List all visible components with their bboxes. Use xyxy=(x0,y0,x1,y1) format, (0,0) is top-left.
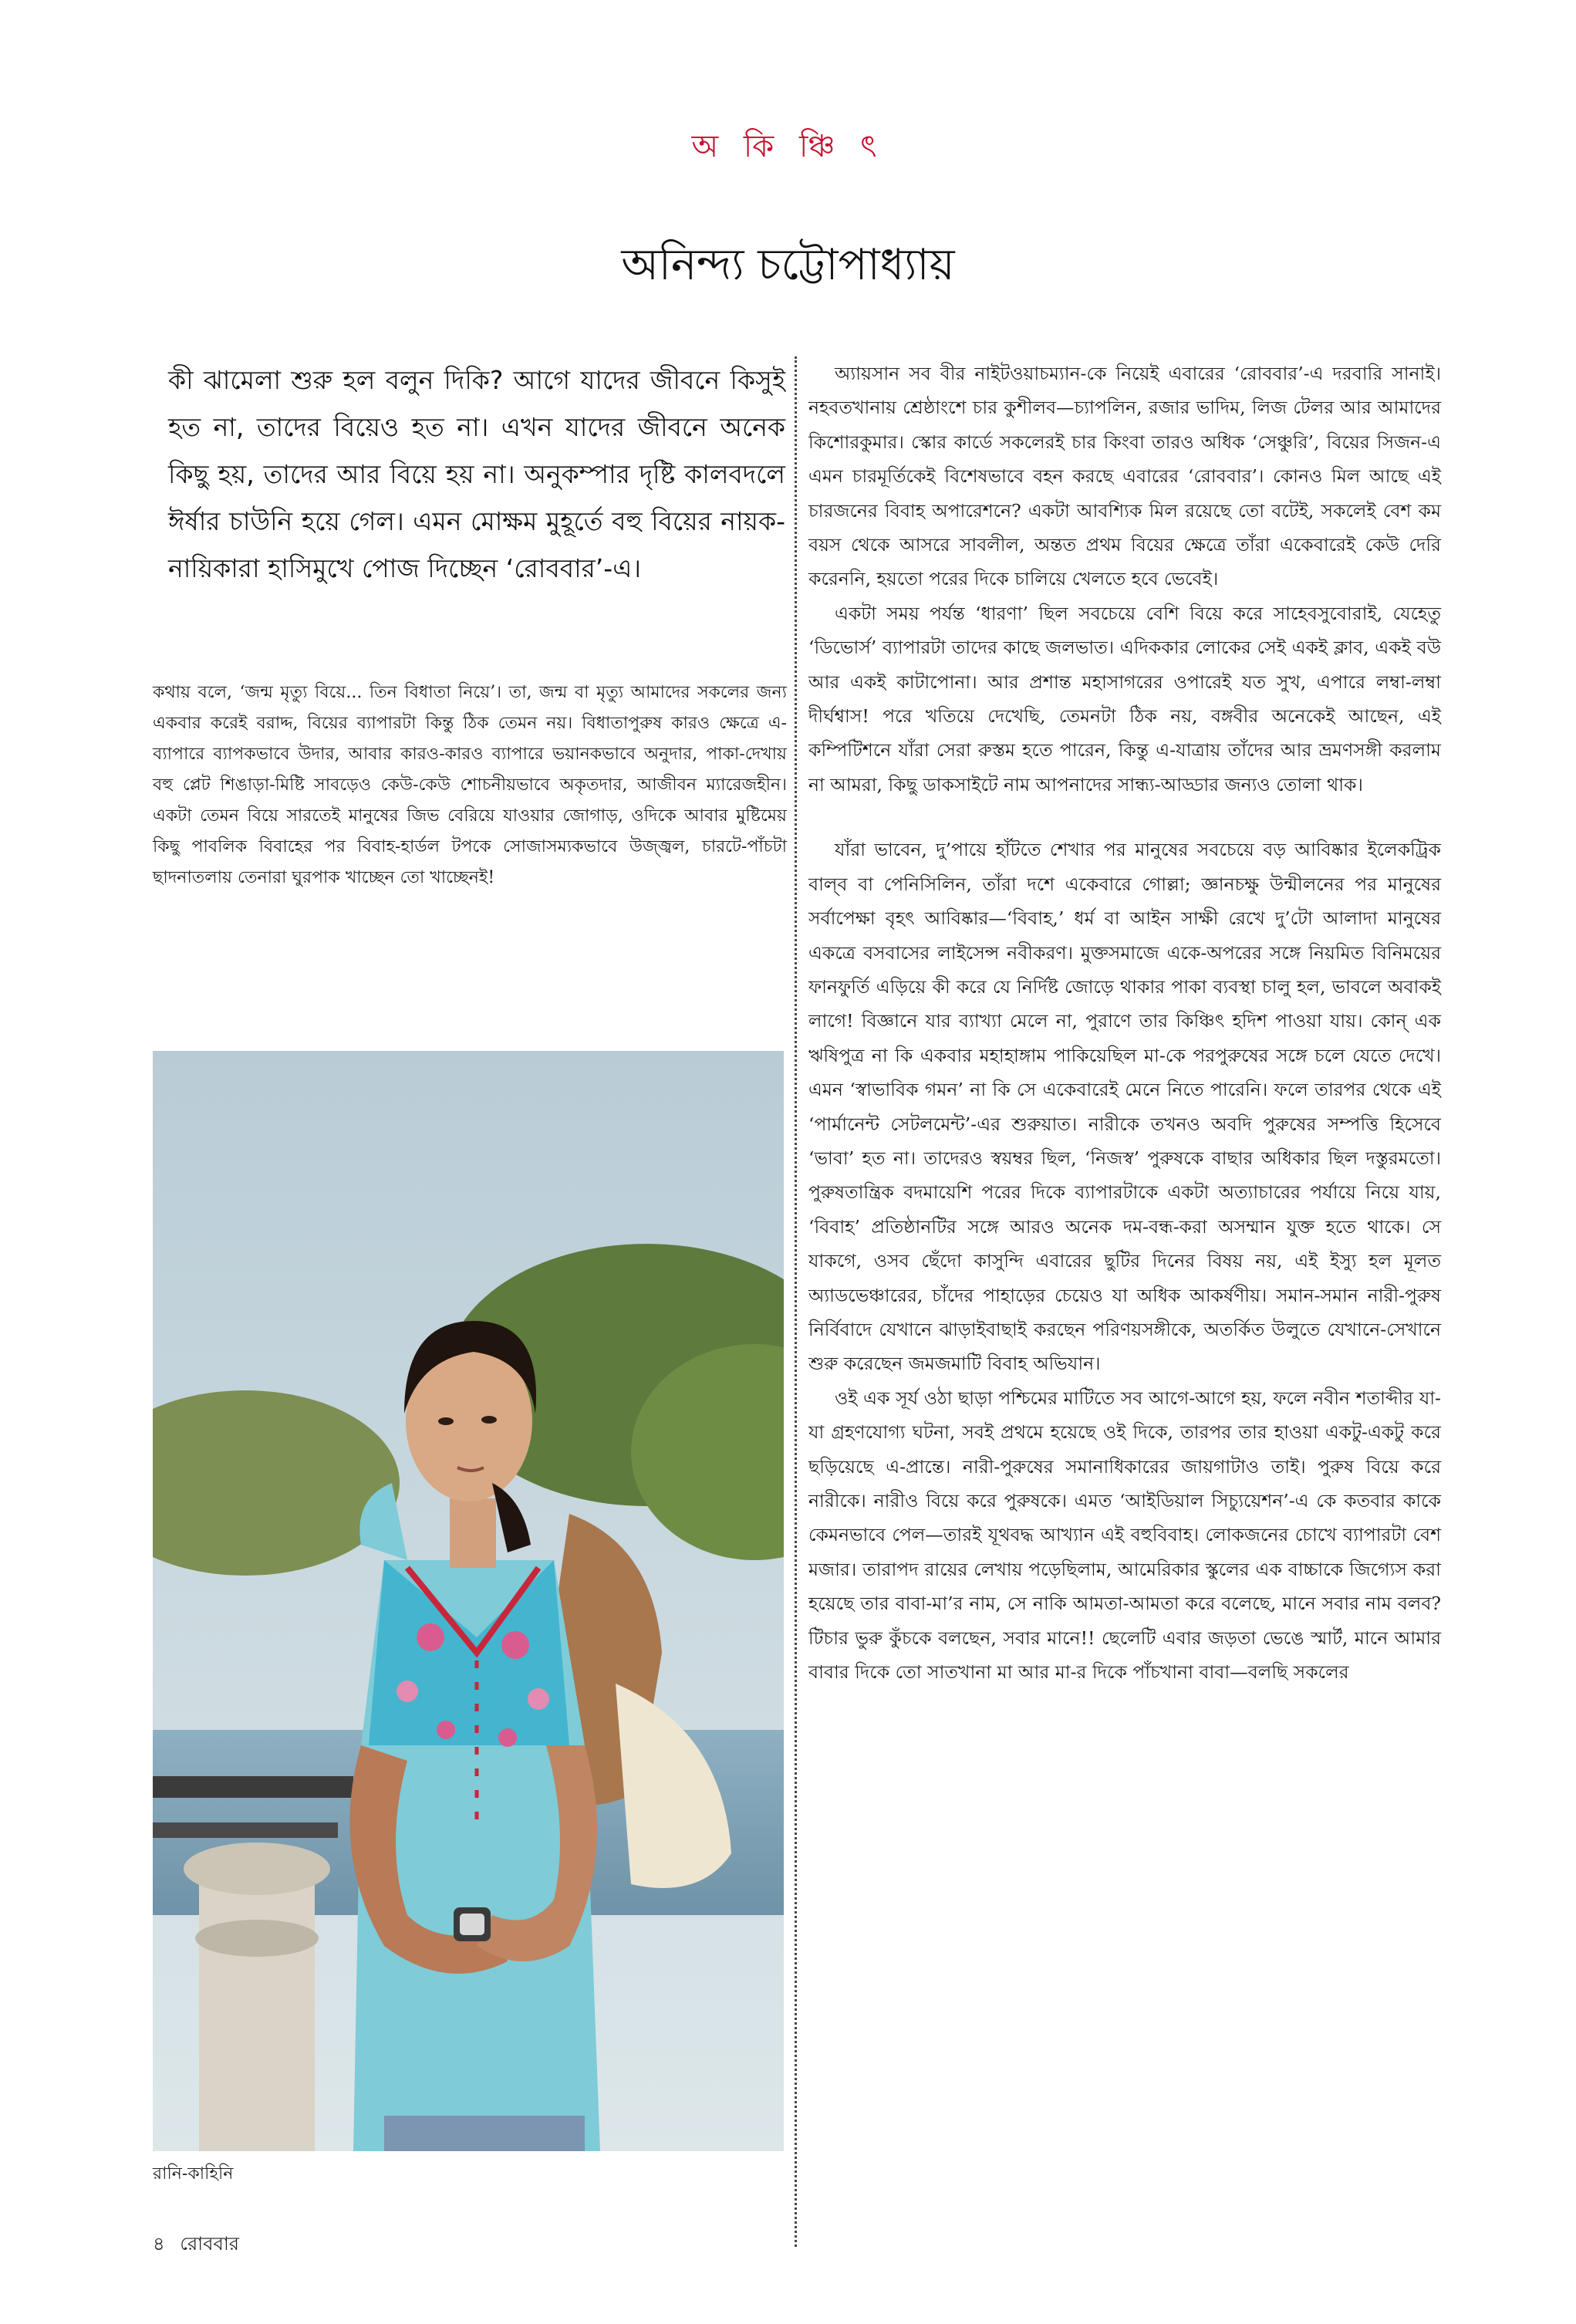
article-photo xyxy=(153,1051,784,2151)
body-paragraph: একটা সময় পর্যন্ত ‘ধারণা’ ছিল সবচেয়ে বেশি বিয়ে করে সাহেবসুবোরাই, যেহেতু ‘ডিভোর্স’ ব্যাপারটা তাদের কাছে জলভাত। এদিককার লোকের সেই একই ক্লাব, একই বউ আর একই কাটাপোনা। আর প্রশান্ত মহাসাগরের ওপারেই যত সুখ, এপারে লম্বা-লম্বা দীর্ঘশ্বাস! পরে খতিয়ে দেখেছি, তেমনটা ঠিক নয়, বঙ্গবীর অনেকেই আছেন, এই কম্পিটিশনে যাঁরা সেরা রুস্তম হতে পারেন, কিন্তু এ-যাত্রায় তাঁদের আর ভ্রমণসঙ্গী করলাম না আমরা, কিছু ডাকসাইটে নাম আপনাদের সান্ধ্য-আড্ডার জন্যও তোলা থাক। xyxy=(808,602,1441,795)
body-paragraph: যাঁরা ভাবেন, দু’পায়ে হাঁটতে শেখার পর মানুষের সবচেয়ে বড় আবিষ্কার ইলেকট্রিক বাল্‌ব বা পেনিসিলিন, তাঁরা দশে একেবারে গোল্লা; জ্ঞানচক্ষু উন্মীলনের পর মানুষের সর্বাপেক্ষা বৃহৎ আবিষ্কার—‘বিবাহ,’ ধর্ম বা আইন সাক্ষী রেখে দু’টো আলাদা মানুষের একত্রে বসবাসের লাইসেন্স নবীকরণ। মুক্তসমাজে একে-অপরের সঙ্গে নিয়মিত বিনিময়ের ফানফুর্তি এড়িয়ে কী করে যে নির্দিষ্ট জোড়ে থাকার পাকা ব্যবস্থা চালু হল, ভাবলে অবাকই লাগে! বিজ্ঞানে যার ব্যাখ্যা মেলে না, পুরাণে তার কিঞ্চিৎ হদিশ পাওয়া যায়। কোন্‌ এক ঋষিপুত্র না কি একবার মহাহাঙ্গাম পাকিয়েছিল মা-কে পরপুরুষের সঙ্গে চলে যেতে দেখে। এমন ‘স্বাভাবিক গমন’ না কি সে একেবারেই মেনে নিতে পারেনি। ফলে তারপর থেকে এই ‘পার্মানেন্ট সেটলমেন্ট’-এর শুরুয়াত। নারীকে তখনও অবদি পুরুষের সম্পত্তি হিসেবে ‘ভাবা’ হত না। তাদেরও স্বয়ম্বর ছিল, ‘নিজস্ব’ পুরুষকে বাছার অধিকার ছিল দস্তুরমতো। পুরুষতান্ত্রিক বদমায়েশি পরের দিকে ব্যাপারটাকে একটা অত্যাচারের পর্যায়ে নিয়ে যায়, ‘বিবাহ’ প্রতিষ্ঠানটির সঙ্গে আরও অনেক দম-বন্ধ-করা অসম্মান যুক্ত হতে থাকে। সে যাকগে, ওসব ছেঁদো কাসুন্দি এবারের ছুটির দিনের বিষয় নয়, এই ইস্যু হল মূলত অ্যাডভেঞ্চারের, চাঁদের পাহাড়ের চেয়েও যা অধিক আকর্ষণীয়। সমান-সমান নারী-পুরুষ নির্বিবাদে যেখানে ঝাড়াইবাছাই করছেন পরিণয়সঙ্গীকে, অতর্কিত উলুতে যেখানে-সেখানে শুরু করেছেন জমজমাটি বিবাহ অভিযান। xyxy=(808,839,1441,1375)
article-body xyxy=(808,356,1441,1689)
author-name: অনিন্দ্য চট্টোপাধ্যায় xyxy=(621,240,955,290)
page-footer xyxy=(153,2230,248,2261)
photo-illustration xyxy=(153,1051,784,2151)
intro-paragraph: কী ঝামেলা শুরু হল বলুন দিকি? আগে যাদের জীবনে কিসুই হত না, তাদের বিয়েও হত না। এখন যাদের জীবনে অনেক কিছু হয়, তাদের আর বিয়ে হয় না। অনুকম্পার দৃষ্টি কালবদলে ঈর্ষার চাউনি হয়ে গেল। এমন মোক্ষম মুহূর্তে বহু বিয়ের নায়ক-নায়িকারা হাসিমুখে পোজ দিচ্ছেন ‘রোববার’-এ। xyxy=(168,365,785,583)
section-tag: অ কি ঞ্চি ৎ xyxy=(691,129,885,164)
body-paragraph: অ্যায়সান সব বীর নাইটওয়াচম্যান-কে নিয়েই এবারের ‘রোববার’-এ দরবারি সানাই। নহবতখানায় শ্রেষ্ঠাংশে চার কুশীলব—চ্যাপলিন, রজার ভাদিম, লিজ টেলর আর আমাদের কিশোরকুমার। স্কোর কার্ডে সকলেরই চার কিংবা তারও অধিক ‘সেঞ্চুরি’, বিয়ের সিজন-এ এমন চারমূর্তিকেই বিশেষভাবে বহন করছে এবারের ‘রোববার’। কোনও মিল আছে এই চারজনের বিবাহ অপারেশনে? একটা আবশ্যিক মিল রয়েছে তো বটেই, সকলেই বেশ কম বয়স থেকে আসরে সাবলীল, অন্তত প্রথম বিয়ের ক্ষেত্রে তাঁরা একেবারেই কেউ দেরি করেননি, হয়তো পরের দিকে চালিয়ে খেলতে হবে ভেবেই। xyxy=(808,363,1441,590)
photo-caption: রানি-কাহিনি xyxy=(153,2164,234,2184)
lead-paragraph: কথায় বলে, ‘জন্ম মৃত্যু বিয়ে... তিন বিধাতা নিয়ে’। তা, জন্ম বা মৃত্যু আমাদের সকলের জন্য একবার করেই বরাদ্দ, বিয়ের ব্যাপারটা কিন্তু ঠিক তেমন নয়। বিধাতাপুরুষ কারও ক্ষেত্রে এ-ব্যাপারে ব্যাপকভাবে উদার, আবার কারও-কারও ব্যাপারে ভয়ানকভাবে অনুদার, পাকা-দেখায় বহু প্লেট শিঙাড়া-মিষ্টি সাবড়েও কেউ-কেউ শোচনীয়ভাবে অকৃতদার, আজীবন ম্যারেজহীন। একটা তেমন বিয়ে সারতেই মানুষের জিভ বেরিয়ে যাওয়ার জোগাড়, ওদিকে আবার মুষ্টিমেয় কিছু পাবলিক বিবাহের পর বিবাহ-হার্ডল টপকে সোজাসম্যকভাবে উজ্জ্বল, চারটে-পাঁচটা ছাদনাতলায় তেনারা ঘুরপাক খাচ্ছেন তো খাচ্ছেনই! xyxy=(153,683,787,887)
body-paragraph: ওই এক সূর্য ওঠা ছাড়া পশ্চিমের মাটিতে সব আগে-আগে হয়, ফলে নবীন শতাব্দীর যা-যা গ্রহণযোগ্য ঘটনা, সবই প্রথমে হয়েছে ওই দিকে, তারপর তার হাওয়া একটু-একটু করে ছড়িয়েছে এ-প্রান্তে। নারী-পুরুষের সমানাধিকারের জায়গাটাও তাই। পুরুষ বিয়ে করে নারীকে। নারীও বিয়ে করে পুরুষকে। এমত ‘আইডিয়াল সিচ্যুয়েশন’-এ কে কতবার কাকে কেমনভাবে পেল—তারই যূথবদ্ধ আখ্যান এই বহুবিবাহ। লোকজনের চোখে ব্যাপারটা বেশ মজার। তারাপদ রায়ের লেখায় পড়েছিলাম, আমেরিকার স্কুলের এক বাচ্চাকে জিগ্যেস করা হয়েছে তার বাবা-মা’র নাম, সে নাকি আমতা-আমতা করে বলেছে, মানে সবার নাম বলব? টিচার ভুরু কুঁচকে বলছেন, সবার মানে!! ছেলেটি এবার জড়তা ভেঙে স্মার্ট, মানে আমার বাবার দিকে তো সাতখানা মা আর মা-র দিকে পাঁচখানা বাবা—বলছি সকলের xyxy=(808,1387,1441,1684)
column-divider xyxy=(795,356,797,2247)
publication-name: রোববার xyxy=(180,2233,239,2255)
page-number: ৪ xyxy=(153,2233,165,2255)
